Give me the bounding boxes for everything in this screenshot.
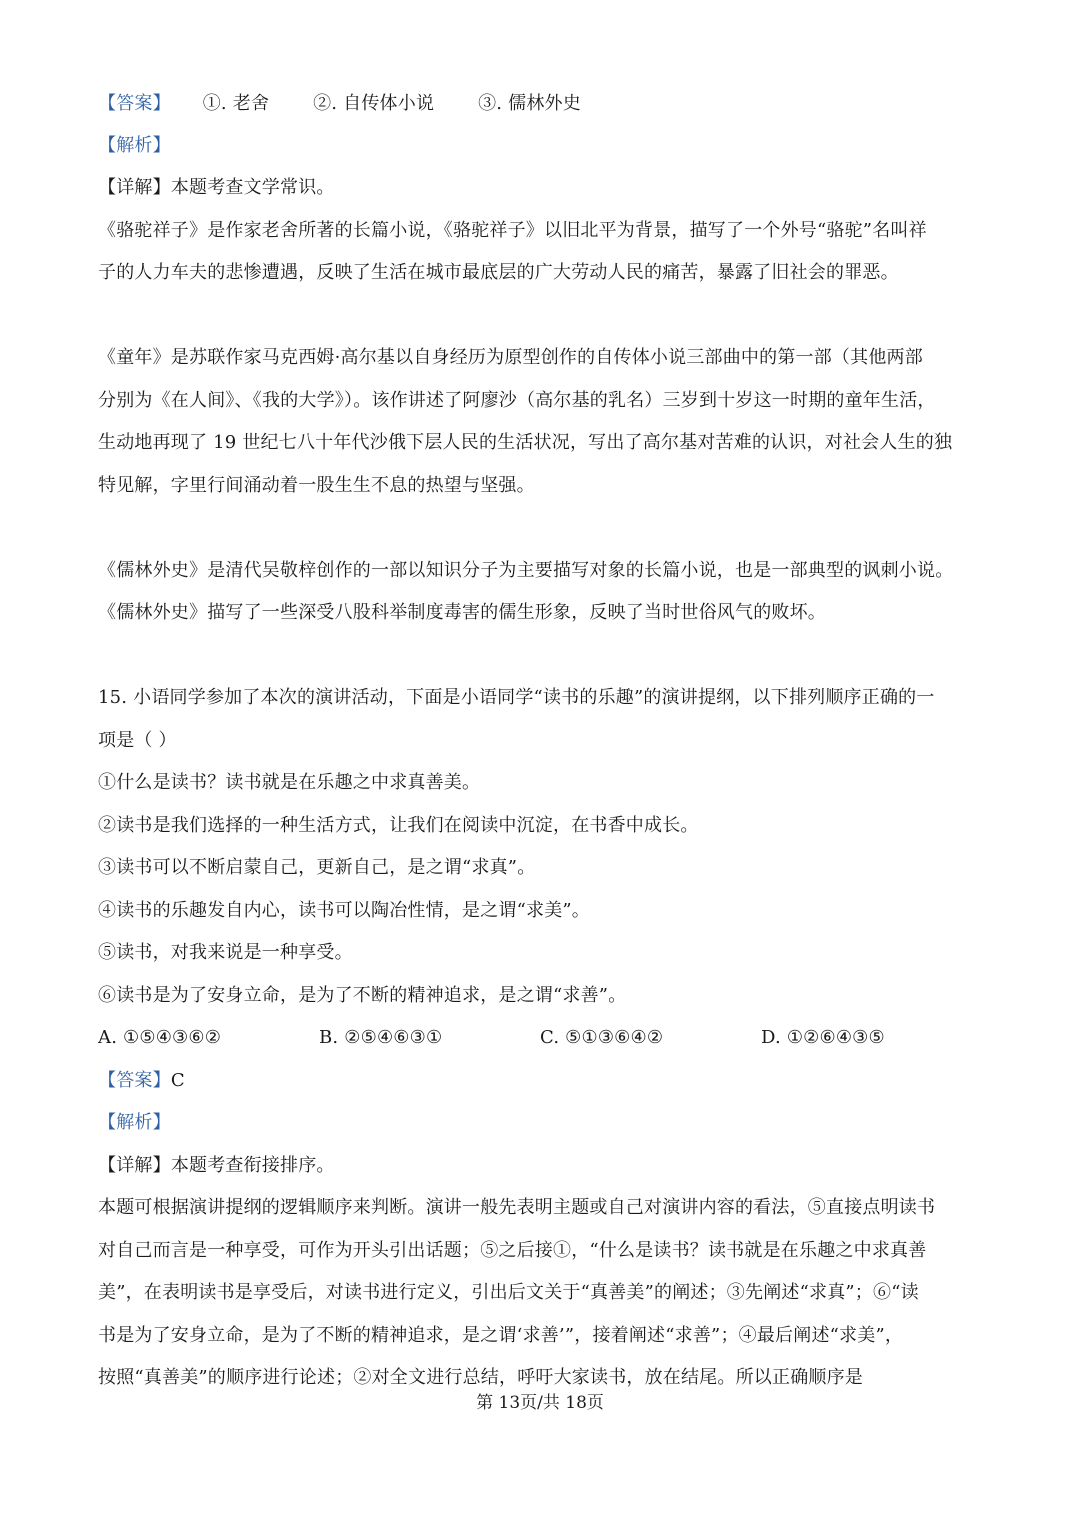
answer-tag: 【答案】 [98, 93, 171, 114]
option-d: D. ①②⑥④③⑤ [761, 1027, 885, 1048]
detail-text: 本题考查衔接排序。 [170, 1155, 335, 1176]
para3-line-2: 《儒林外史》描写了一些深受八股科举制度毒害的儒生形象，反映了当时世俗风气的败坏。 [98, 602, 826, 623]
explanation-line-2: 对自己而言是一种享受，可作为开头引出话题；⑤之后接①，“什么是读书？读书就是在乐趣之中求真善 [98, 1240, 927, 1261]
outline-item-1: ①什么是读书？读书就是在乐趣之中求真善美。 [98, 772, 481, 793]
answer-item-2: ②. 自传体小说 [313, 93, 435, 114]
explanation-line-5: 按照“真善美”的顺序进行论述；②对全文进行总结，呼吁大家读书，放在结尾。所以正确顺序是 [98, 1367, 863, 1388]
option-c: C. ⑤①③⑥④② [540, 1027, 664, 1048]
detail-tag: 【详解】 [98, 1155, 171, 1176]
explanation-line-1: 本题可根据演讲提纲的逻辑顺序来判断。演讲一般先表明主题或自己对演讲内容的看法，⑤直接点明读书 [98, 1197, 936, 1218]
para2-line-3: 生动地再现了 19 世纪七八十年代沙俄下层人民的生活状况，写出了高尔基对苦难的认识，对社会人生的独 [98, 432, 953, 453]
option-a: A. ①⑤④③⑥② [98, 1027, 222, 1048]
answer-line-14 [98, 90, 581, 118]
analysis-tag: 【解析】 [98, 1112, 171, 1133]
para2-line-1: 《童年》是苏联作家马克西姆·高尔基以自身经历为原型创作的自传体小说三部曲中的第一部（其他两部 [98, 347, 923, 368]
para2-line-4: 特见解，字里行间涌动着一股生生不息的热望与坚强。 [98, 475, 535, 496]
options-row [98, 1024, 998, 1052]
outline-item-3: ③读书可以不断启蒙自己，更新自己，是之谓“求真”。 [98, 857, 536, 878]
para1-line-1: 《骆驼祥子》是作家老舍所著的长篇小说，《骆驼祥子》以旧北平为背景，描写了一个外号“骆驼”名叫祥 [98, 220, 927, 241]
answer-value: C [170, 1070, 185, 1091]
outline-item-6: ⑥读书是为了安身立命，是为了不断的精神追求，是之谓“求善”。 [98, 985, 627, 1006]
outline-item-4: ④读书的乐趣发自内心，读书可以陶冶性情，是之谓“求美”。 [98, 900, 591, 921]
answer-tag: 【答案】 [98, 1070, 171, 1091]
para2-line-2: 分别为《在人间》、《我的大学》）。该作讲述了阿廖沙（高尔基的乳名）三岁到十岁这一时期的童年生活， [98, 390, 936, 411]
question-stem-line-1: 15. 小语同学参加了本次的演讲活动，下面是小语同学“读书的乐趣”的演讲提纲，以下排列顺序正确的一 [98, 687, 935, 708]
page-footer: 第 13页/共 18页 [476, 1393, 604, 1413]
detail-line-15 [98, 1152, 335, 1180]
detail-text: 本题考查文学常识。 [170, 177, 335, 198]
detail-tag: 【详解】 [98, 177, 171, 198]
detail-line-14 [98, 174, 335, 202]
explanation-line-4: 书是为了安身立命，是为了不断的精神追求，是之谓‘求善’”，接着阐述“求善”；④最后阐述“求美”， [98, 1325, 904, 1346]
answer-item-1: ①. 老舍 [202, 93, 270, 114]
outline-item-5: ⑤读书，对我来说是一种享受。 [98, 942, 353, 963]
para3-line-1: 《儒林外史》是清代吴敬梓创作的一部以知识分子为主要描写对象的长篇小说，也是一部典型的讽刺小说。 [98, 560, 954, 581]
option-b: B. ②⑤④⑥③① [319, 1027, 443, 1048]
explanation-line-3: 美”，在表明读书是享受后，对读书进行定义，引出后文关于“真善美”的阐述；③先阐述“求真”；⑥“读 [98, 1282, 919, 1303]
answer-line-15 [98, 1067, 185, 1095]
outline-item-2: ②读书是我们选择的一种生活方式，让我们在阅读中沉淀，在书香中成长。 [98, 815, 699, 836]
para1-line-2: 子的人力车夫的悲惨遭遇，反映了生活在城市最底层的广大劳动人民的痛苦，暴露了旧社会的罪恶。 [98, 262, 899, 283]
analysis-tag: 【解析】 [98, 135, 171, 156]
answer-item-3: ③. 儒林外史 [478, 93, 581, 114]
question-stem-line-2: 项是（ ） [98, 730, 177, 751]
